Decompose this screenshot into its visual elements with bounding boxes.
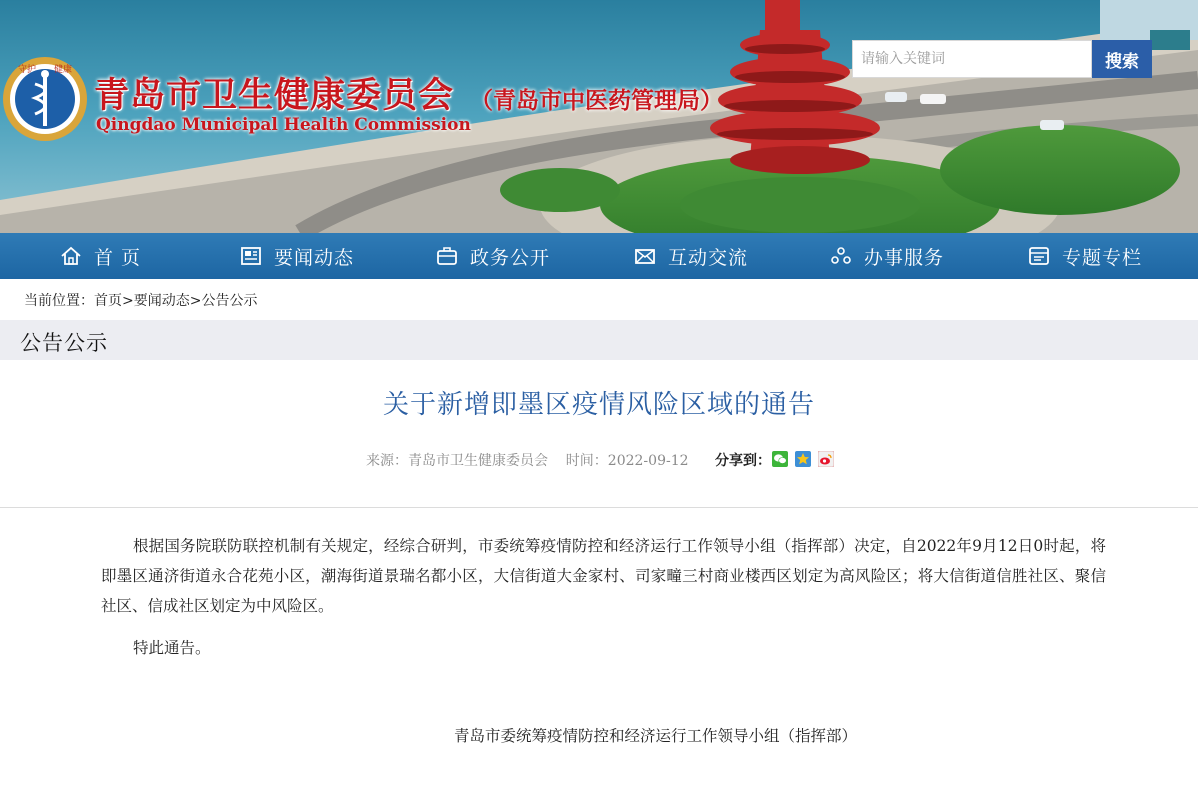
breadcrumb-prefix: 当前位置： bbox=[24, 293, 94, 309]
share-label: 分享到： bbox=[715, 453, 771, 469]
breadcrumb-news-link[interactable]: 要闻动态 bbox=[133, 293, 190, 309]
section-title: 公告公示 bbox=[20, 331, 108, 355]
article-divider bbox=[0, 507, 1198, 508]
column-icon bbox=[1028, 245, 1050, 267]
nav-item-special-column[interactable] bbox=[1028, 233, 1142, 279]
breadcrumb bbox=[24, 290, 257, 310]
nav-label: 办事服务 bbox=[864, 246, 945, 269]
section-header-bar bbox=[0, 320, 1198, 360]
nav-label: 互动交流 bbox=[668, 246, 749, 269]
home-icon bbox=[60, 245, 82, 267]
nav-item-news[interactable] bbox=[240, 233, 354, 279]
breadcrumb-home-link[interactable]: 首页 bbox=[94, 293, 122, 309]
mail-icon bbox=[634, 245, 656, 267]
briefcase-icon bbox=[436, 245, 458, 267]
nav-item-home[interactable] bbox=[60, 233, 141, 279]
site-title: 青岛市卫生健康委员会 bbox=[94, 75, 455, 116]
main-nav bbox=[0, 233, 1198, 279]
search-button[interactable]: 搜索 bbox=[1092, 40, 1152, 78]
service-icon bbox=[830, 245, 852, 267]
nav-label: 首 页 bbox=[94, 246, 142, 269]
nav-label: 专题专栏 bbox=[1062, 246, 1143, 269]
qzone-icon[interactable] bbox=[795, 451, 811, 467]
article-paragraph: 特此通告。 bbox=[133, 639, 211, 657]
breadcrumb-separator: > bbox=[189, 293, 202, 309]
site-subtitle: （青岛市中医药管理局） bbox=[470, 87, 723, 114]
site-english-title: Qingdao Municipal Health Commission bbox=[96, 115, 471, 135]
header-banner bbox=[0, 0, 1198, 233]
breadcrumb-separator: > bbox=[122, 293, 134, 309]
breadcrumb-current-link[interactable]: 公告公示 bbox=[201, 293, 258, 309]
article-title: 关于新增即墨区疫情风险区域的通告 bbox=[382, 390, 815, 420]
search-input[interactable] bbox=[852, 40, 1092, 78]
svg-text:健康: 健康 bbox=[54, 65, 73, 75]
nav-label: 要闻动态 bbox=[274, 246, 355, 269]
commission-emblem bbox=[2, 56, 88, 142]
svg-text:守护: 守护 bbox=[18, 65, 37, 75]
nav-item-gov-affairs[interactable] bbox=[436, 233, 550, 279]
news-icon bbox=[240, 245, 262, 267]
nav-item-interaction[interactable] bbox=[634, 233, 748, 279]
article-meta: 来源：青岛市卫生健康委员会 时间：2022-09-12 bbox=[366, 453, 689, 469]
weibo-icon[interactable] bbox=[818, 451, 834, 467]
article-paragraph: 根据国务院联防联控机制有关规定，经综合研判，市委统筹疫情防控和经济运行工作领导小组（指挥部）决定，自2022年9月12日0时起，将即墨区通济街道永合花苑小区，潮海街道景瑞名都小区，大信街道大金家村、司家疃三村商业楼西区划定为高风险区；将大信街道信胜社区、聚信社区、信成社区划定为中风险区。 bbox=[101, 537, 1106, 615]
nav-label: 政务公开 bbox=[470, 246, 551, 269]
nav-item-services[interactable] bbox=[830, 233, 944, 279]
wechat-icon[interactable] bbox=[772, 451, 788, 467]
article-signature: 青岛市委统筹疫情防控和经济运行工作领导小组（指挥部） bbox=[454, 727, 858, 745]
